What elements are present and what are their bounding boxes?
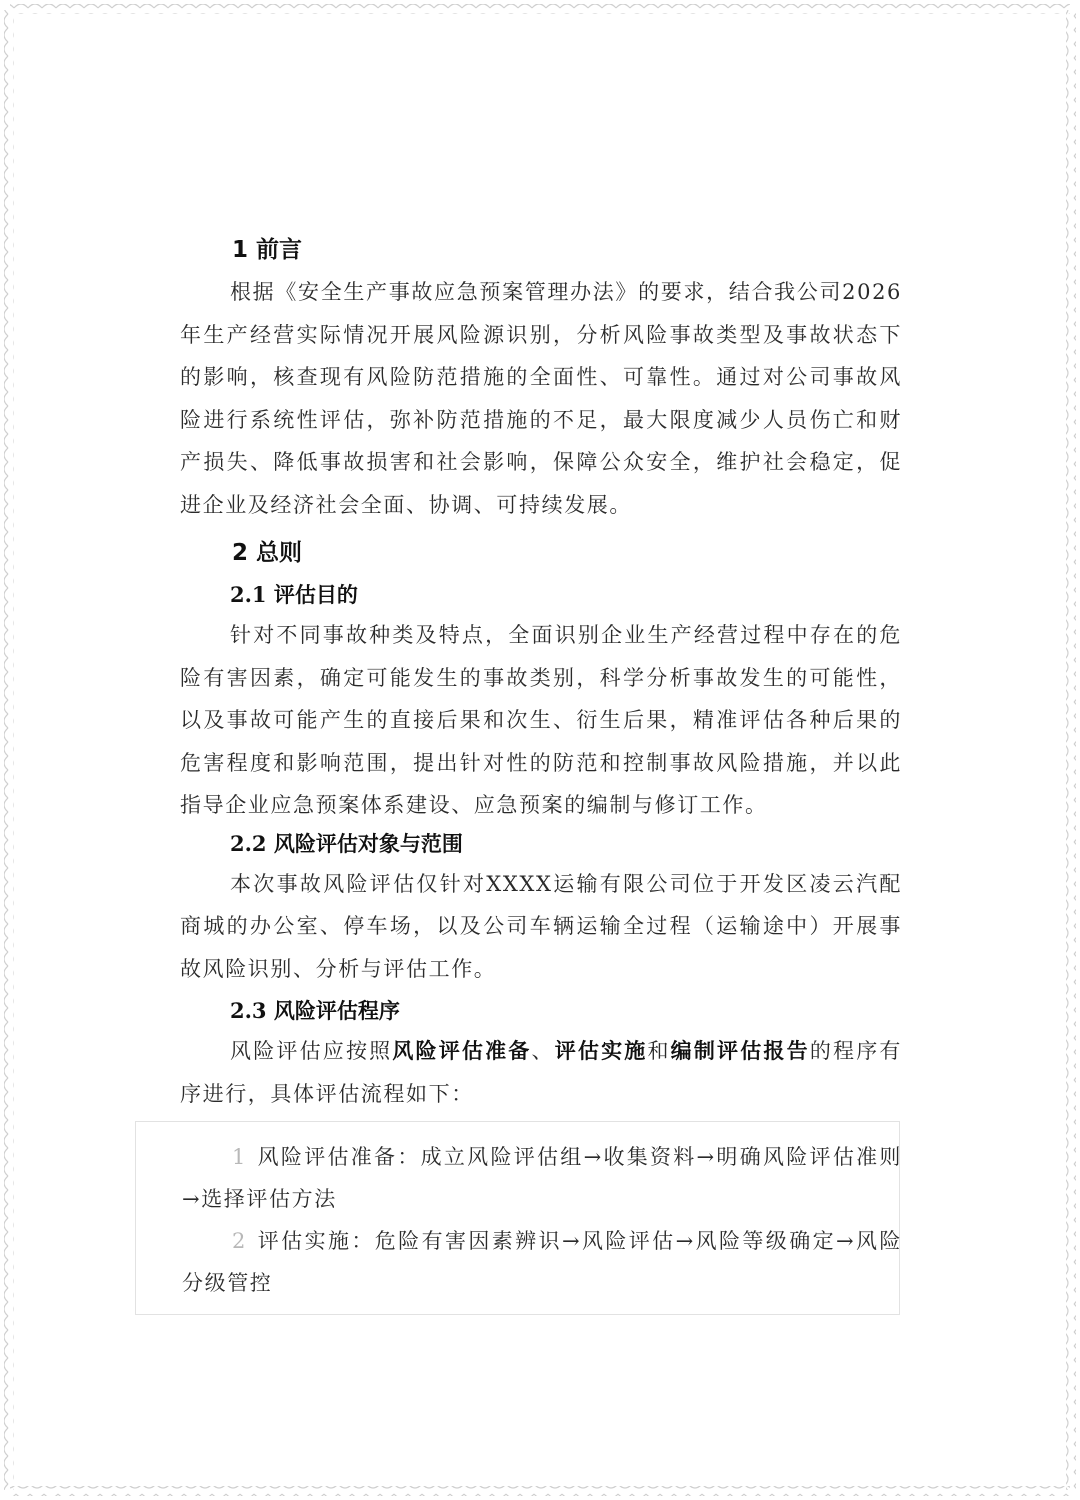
step-text: 评估实施：危险有害因素辨识→风险评估→风险等级确定→风险分级管控 [182,1229,902,1295]
section-2-2-heading: 2.2 风险评估对象与范围 [230,830,463,856]
section-1-paragraph: 根据《安全生产事故应急预案管理办法》的要求，结合我公司2026年生产经营实际情况开展风险源识别，分析风险事故类型及事故状态下的影响，核查现有风险防范措施的全面性、可靠性。通过对公司事故风险进行系统性评估，弥补防范措施的不足，最大限度减少人员伤亡和财产损失、降低事故损害和社会影响，保障公众安全，维护社会稳定，促进企业及经济社会全面、协调、可持续发展。 [180,280,902,517]
para-tail-text: 的程序有序进行，具体评估流程如下： [180,1039,903,1106]
step-number: 2 [232,1229,247,1253]
separator-1: 、 [531,1039,555,1063]
bold-term-report: 编制评估报告 [670,1038,810,1063]
process-step-2 [182,1220,902,1304]
section-2-heading: 2 总则 [232,540,303,566]
para-lead-text: 风险评估应按照 [230,1039,393,1063]
bold-term-implement: 评估实施 [554,1038,648,1063]
section-2-1-heading: 2.1 评估目的 [230,582,358,607]
process-step-1 [182,1136,902,1220]
bold-term-prepare: 风险评估准备 [392,1038,532,1063]
separator-2: 和 [647,1039,671,1063]
section-2-1-paragraph: 针对不同事故种类及特点，全面识别企业生产经营过程中存在的危险有害因素，确定可能发生的事故类别，科学分析事故发生的可能性，以及事故可能产生的直接后果和次生、衍生后果，精准评估各种后果的危害程度和影响范围，提出针对性的防范和控制事故风险措施，并以此指导企业应急预案体系建设、应急预案的编制与修订工作。 [180,623,902,817]
section-2-2-paragraph: 本次事故风险评估仅针对XXXX运输有限公司位于开发区凌云汽配商城的办公室、停车场，以及公司车辆运输全过程（运输途中）开展事故风险识别、分析与评估工作。 [180,871,902,981]
section-1-heading: 1 前言 [232,237,303,263]
section-2-3-paragraph [180,1030,902,1115]
section-2-3-heading: 2.3 风险评估程序 [230,998,400,1023]
process-steps-box [135,1121,900,1315]
document-body [180,235,902,1115]
step-text: 风险评估准备：成立风险评估组→收集资料→明确风险评估准则→选择评估方法 [182,1145,902,1211]
step-number: 1 [232,1145,247,1169]
